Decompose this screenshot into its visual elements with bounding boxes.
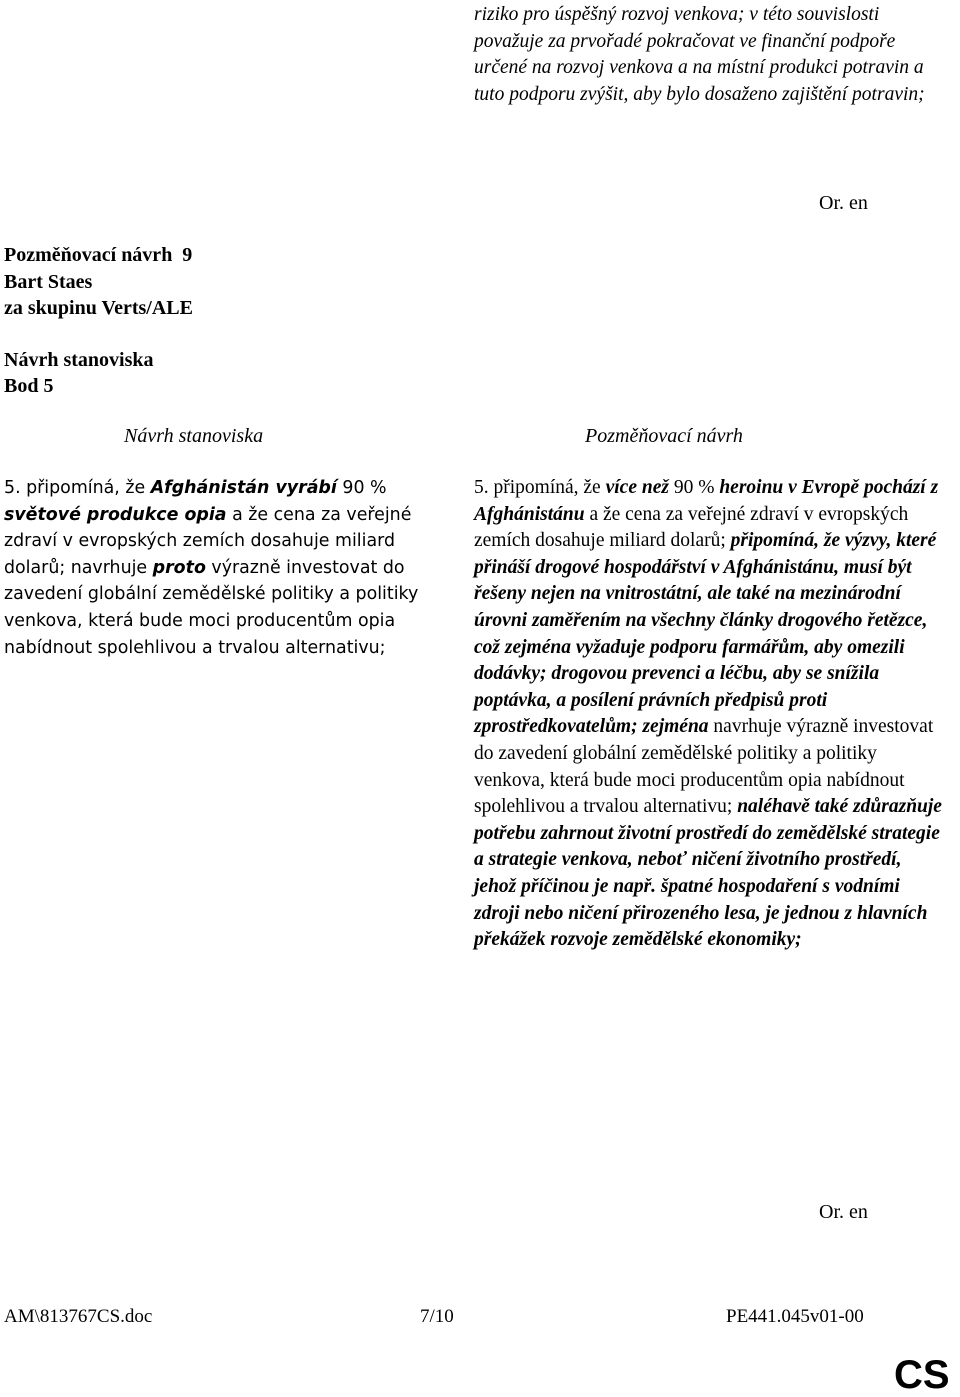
text-run: 5. připomíná, že <box>474 477 606 498</box>
amendment-group: za skupinu Verts/ALE <box>4 297 193 320</box>
text-run: 90 % <box>668 477 720 498</box>
previous-amendment-continuation: riziko pro úspěšný rozvoj venkova; v této souvislosti považuje za prvořadé pokračovat ve finanční podpoře určené na rozvoj venkova a na místní produkci potravin a tuto podporu zvýšit, aby bylo dosaženo zajištění potravin; <box>474 4 925 105</box>
original-language-note: Or. en <box>819 1201 868 1223</box>
amended-document: Návrh stanoviska <box>4 348 154 371</box>
original-language-note: Or. en <box>819 192 868 214</box>
emphasized-text: heroinu v Evropě pochází z Afghánistánu <box>474 477 939 525</box>
amendment-title: Pozměňovací návrh 9 <box>4 244 193 266</box>
text-run: navrhuje výrazně investovat do zavedení globální zemědělské politiky a politiky venkova, která bude moci producentům opia nabídnout spolehlivou a trvalou alternativu; <box>474 716 934 818</box>
emphasized-text: Afghánistán vyrábí <box>150 478 337 498</box>
text-run: 90 % <box>336 478 387 498</box>
footer-page-number: 7/10 <box>420 1306 454 1327</box>
original-text <box>4 475 424 661</box>
text-run: a že cena za veřejné zdraví v evropských zemích dosahuje miliard dolarů; navrhuje <box>4 504 412 578</box>
footer-pe-ref: PE441.045v01-00 <box>726 1306 864 1327</box>
text-run: výrazně investovat do zavedení globální zemědělské politiky a politiky venkova, která bude moci producentům opia nabídnout spolehlivou a trvalou alternativu; <box>4 557 419 658</box>
right-column-heading: Pozměňovací návrh <box>585 425 743 447</box>
amendment-author: Bart Staes <box>4 270 93 293</box>
emphasized-text: naléhavě také zdůrazňuje potřebu zahrnout životní prostředí do zemědělské strategie a strategie venkova, neboť ničení životního prostředí, jehož příčinou je např. špatné hospodaření s vodními zdroji nebo ničení přirozeného lesa, je jednou z hlavních překážek rozvoje zemědělské ekonomiky; <box>474 796 942 951</box>
emphasized-text: připomíná, že výzvy, které přináší drogové hospodářství v Afghánistánu, musí být řešeny nejen na vnitrostátní, ale také na mezinárodní úrovni zaměřením na všechny články drogového řetězce, což zejména vyžaduje podporu farmářům, aby omezili dodávky; drogovou prevenci a léčbu, aby se snížila poptávka, a posílení právních předpisů proti zprostředkovatelům; zejména <box>474 530 937 738</box>
amended-point: Bod 5 <box>4 375 54 398</box>
emphasized-text: proto <box>152 557 206 578</box>
footer-doc-ref: AM\813767CS.doc <box>4 1306 153 1327</box>
amendment-header <box>4 242 444 400</box>
left-column-heading: Návrh stanoviska <box>124 425 264 447</box>
text-run: 5. připomíná, že <box>4 478 151 498</box>
language-code: CS <box>894 1353 950 1397</box>
emphasized-text: více než <box>605 477 669 498</box>
amended-text <box>474 475 944 954</box>
emphasized-text: světové produkce opia <box>4 504 227 525</box>
text-run: a že cena za veřejné zdraví v evropských zemích dosahuje miliard dolarů; <box>474 503 909 552</box>
